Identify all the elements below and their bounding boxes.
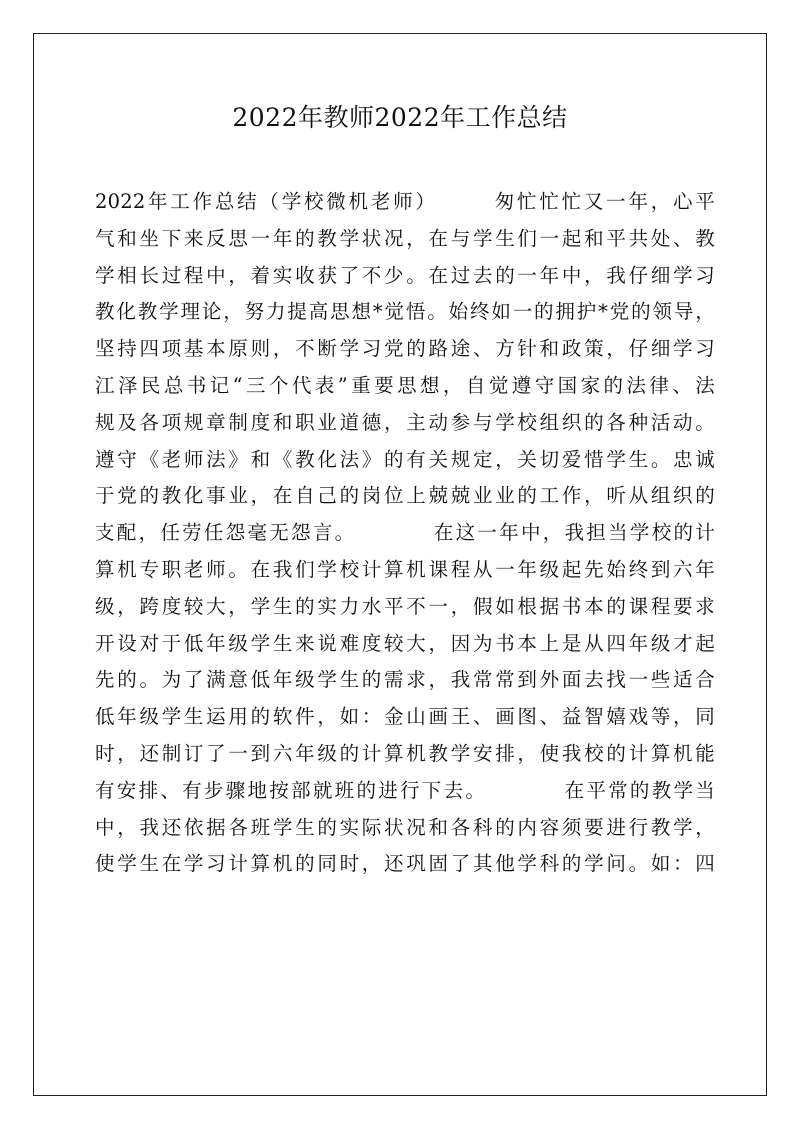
body-line: 低年级学生运用的软件，如：金山画王、画图、益智嬉戏等，同 [95,705,715,729]
body-line: 学相长过程中，着实收获了不少。在过去的一年中，我仔细学习 [95,263,715,287]
body-line: 有安排、有步骤地按部就班的进行下去。 在平常的教学当 [95,778,715,802]
body-line: 遵守《老师法》和《教化法》的有关规定，关切爱惜学生。忠诚 [95,447,715,471]
document-title: 2022年教师2022年工作总结 [232,103,568,132]
body-line: 算机专职老师。在我们学校计算机课程从一年级起先始终到六年 [95,557,715,581]
body-line: 规及各项规章制度和职业道德，主动参与学校组织的各种活动。 [95,410,715,434]
document-body [95,184,715,883]
body-line: 时，还制订了一到六年级的计算机教学安排，使我校的计算机能 [95,741,715,765]
body-line: 江泽民总书记“三个代表”重要思想，自觉遵守国家的法律、法 [95,373,715,397]
body-line: 于党的教化事业，在自己的岗位上兢兢业业的工作，听从组织的 [95,484,715,508]
body-line: 气和坐下来反思一年的教学状况，在与学生们一起和平共处、教 [95,226,715,250]
body-line: 坚持四项基本原则，不断学习党的路途、方针和政策，仔细学习 [95,337,715,361]
body-line: 2022年工作总结（学校微机老师） 匆忙忙忙又一年，心平 [95,190,715,213]
body-line: 支配，任劳任怨毫无怨言。 在这一年中，我担当学校的计 [95,521,715,545]
body-line: 级，跨度较大，学生的实力水平不一，假如根据书本的课程要求 [95,594,715,618]
body-line: 开设对于低年级学生来说难度较大，因为书本上是从四年级才起 [95,631,715,655]
body-line: 先的。为了满意低年级学生的需求，我常常到外面去找一些适合 [95,668,715,692]
body-line: 使学生在学习计算机的同时，还巩固了其他学科的学问。如：四 [95,852,715,876]
body-line: 教化教学理论，努力提高思想*觉悟。始终如一的拥护*党的领导， [95,300,715,324]
body-line: 中，我还依据各班学生的实际状况和各科的内容须要进行教学， [95,815,715,839]
